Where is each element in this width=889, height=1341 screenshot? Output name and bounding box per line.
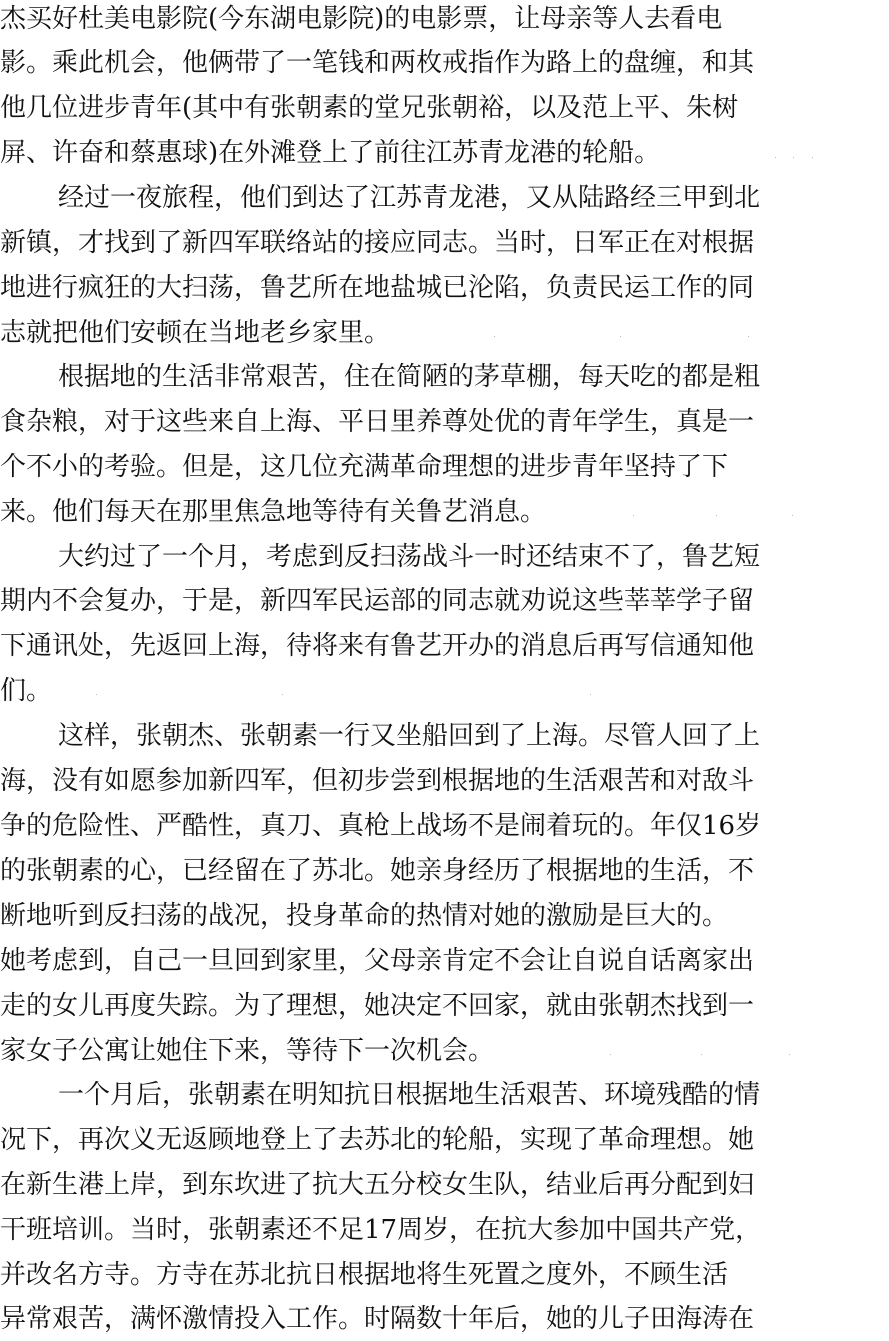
- text-line: 影。乘此机会，他俩带了一笔钱和两枚戒指作为路上的盘缠，和其: [0, 48, 755, 78]
- text-line: 期内不会复办，于是，新四军民运部的同志就劝说这些莘莘学子留: [0, 586, 755, 616]
- scan-noise-dot: [812, 157, 813, 158]
- text-line: 下通讯处，先返回上海，待将来有鲁艺开办的消息后再写信通知他: [0, 631, 755, 661]
- scan-noise-dot: [792, 515, 793, 516]
- scan-noise-dot: [789, 1054, 790, 1055]
- text-line: 她考虑到，自己一旦回到家里，父母亲肯定不会让自说自话离家出: [0, 946, 755, 976]
- text-line: 并改名方寺。方寺在苏北抗日根据地将生死置之度外，不顾生活: [0, 1260, 729, 1290]
- scan-noise-dot: [610, 1054, 611, 1055]
- text-line: 海，没有如愿参加新四军，但初步尝到根据地的生活艰苦和对敌斗: [0, 766, 755, 796]
- text-line: 杰买好杜美电影院(今东湖电影院)的电影票，让母亲等人去看电: [0, 4, 723, 34]
- text-line: 大约过了一个月，考虑到反扫荡战斗一时还结束不了，鲁艺短: [58, 542, 761, 572]
- scan-noise-dot: [494, 336, 495, 337]
- text-line: 他几位进步青年(其中有张朝素的堂兄张朝裕，以及范上平、朱树: [0, 93, 739, 123]
- text-line: 况下，再次义无返顾地登上了去苏北的轮船，实现了革命理想。她: [0, 1125, 755, 1155]
- text-line: 这样，张朝杰、张朝素一行又坐船回到了上海。尽管人回了上: [58, 721, 761, 751]
- scan-noise-dot: [716, 515, 717, 516]
- text-line: 个不小的考验。但是，这几位充满革命理想的进步青年坚持了下: [0, 452, 729, 482]
- text-line: 地进行疯狂的大扫荡，鲁艺所在地盐城已沦陷，负责民运工作的同: [0, 273, 755, 303]
- text-line: 断地听到反扫荡的战况，投身革命的热情对她的激励是巨大的。: [0, 901, 729, 931]
- scan-noise-dot: [96, 694, 97, 695]
- text-line: 志就把他们安顿在当地老乡家里。: [0, 318, 391, 348]
- text-line: 的张朝素的心，已经留在了苏北。她亲身经历了根据地的生活，不: [0, 856, 755, 886]
- scan-noise-dot: [282, 694, 283, 695]
- scan-noise-dot: [748, 336, 749, 337]
- scan-noise-dot: [775, 157, 776, 158]
- text-line: 经过一夜旅程，他们到达了江苏青龙港，又从陆路经三甲到北: [58, 183, 761, 213]
- text-line: 们。: [0, 676, 53, 706]
- text-line: 异常艰苦，满怀激情投入工作。时隔数十年后，她的儿子田海涛在: [0, 1304, 755, 1334]
- text-line: 来。他们每天在那里焦急地等待有关鲁艺消息。: [0, 497, 547, 527]
- scan-noise-dot: [793, 157, 794, 158]
- text-line: 屏、许奋和蔡惠球)在外滩登上了前往江苏青龙港的轮船。: [0, 138, 661, 168]
- text-line: 争的危险性、严酷性，真刀、真枪上战场不是闹着玩的。年仅16岁: [0, 811, 762, 841]
- text-line: 一个月后，张朝素在明知抗日根据地生活艰苦、环境残酷的情: [58, 1080, 761, 1110]
- scan-noise-dot: [633, 515, 634, 516]
- text-line: 食杂粮，对于这些来自上海、平日里养尊处优的青年学生，真是一: [0, 407, 755, 437]
- text-line: 家女子公寓让她住下来，等待下一次机会。: [0, 1036, 495, 1066]
- text-line: 在新生港上岸，到东坎进了抗大五分校女生队，结业后再分配到妇: [0, 1170, 755, 1200]
- text-line: 新镇，才找到了新四军联络站的接应同志。当时，日军正在对根据: [0, 228, 755, 258]
- scan-noise-dot: [620, 336, 621, 337]
- text-line: 干班培训。当时，张朝素还不足17周岁，在抗大参加中国共产党，: [0, 1215, 762, 1245]
- text-line: 根据地的生活非常艰苦，住在简陋的茅草棚，每天吃的都是粗: [58, 362, 761, 392]
- scan-noise-dot: [701, 1054, 702, 1055]
- text-line: 走的女儿再度失踪。为了理想，她决定不回家，就由张朝杰找到一: [0, 991, 755, 1021]
- scan-noise-dot: [590, 694, 591, 695]
